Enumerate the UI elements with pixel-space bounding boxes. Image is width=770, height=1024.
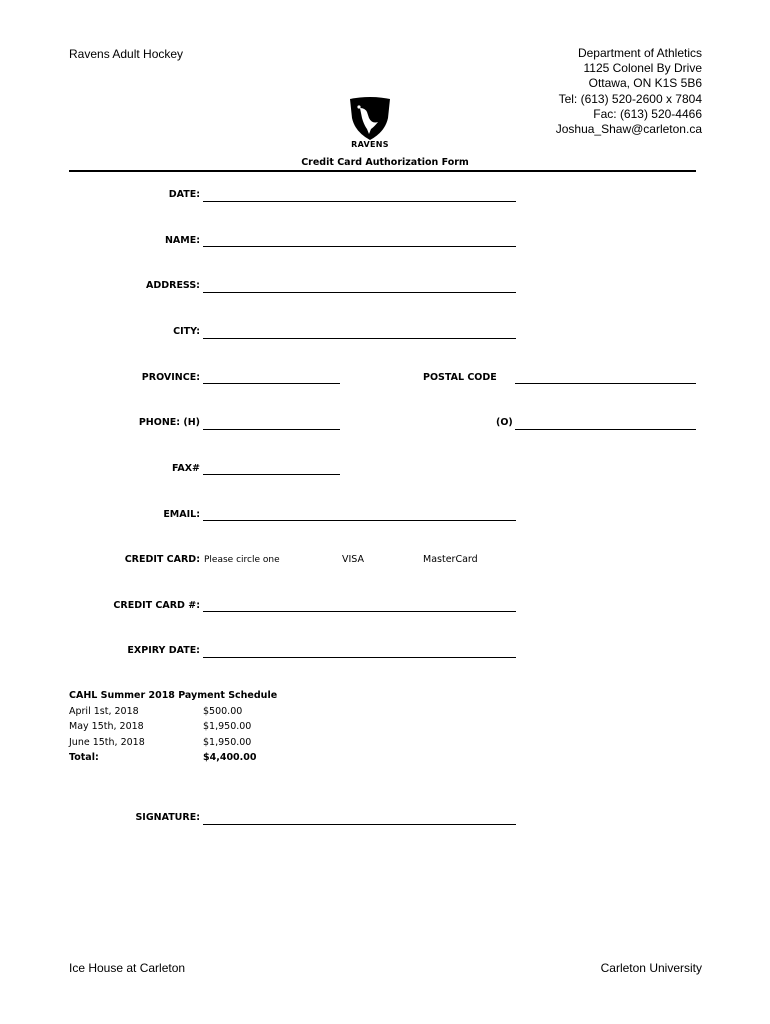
date-field[interactable] [203, 201, 516, 202]
visa-option[interactable]: VISA [342, 554, 365, 565]
schedule-row-date: April 1st, 2018 [69, 706, 139, 717]
schedule-total-label: Total: [69, 752, 99, 763]
address-label: ADDRESS: [146, 280, 200, 291]
footer-left: Ice House at Carleton [69, 961, 186, 975]
province-field[interactable] [203, 383, 340, 384]
city-line: Ottawa, ON K1S 5B6 [588, 76, 702, 91]
credit-card-number-label: CREDIT CARD #: [113, 600, 200, 611]
email-field[interactable] [203, 520, 516, 521]
postal-code-label: POSTAL CODE [423, 372, 497, 383]
schedule-row-date: June 15th, 2018 [69, 737, 145, 748]
phone-office-label: (O) [496, 417, 513, 428]
street-line: 1125 Colonel By Drive [583, 61, 702, 76]
phone-office-field[interactable] [515, 429, 696, 430]
form-title: Credit Card Authorization Form [301, 157, 469, 168]
province-label: PROVINCE: [141, 372, 200, 383]
city-field[interactable] [203, 338, 516, 339]
email-line: Joshua_Shaw@carleton.ca [555, 122, 702, 137]
schedule-total-amount: $4,400.00 [203, 752, 257, 763]
name-field[interactable] [203, 246, 516, 247]
logo-wordmark: RAVENS [351, 140, 389, 149]
phone-home-label: PHONE: (H) [138, 417, 200, 428]
schedule-row-date: May 15th, 2018 [69, 721, 144, 732]
credit-card-label: CREDIT CARD: [124, 554, 200, 565]
header-divider [69, 170, 696, 172]
address-field[interactable] [203, 292, 516, 293]
expiry-date-field[interactable] [203, 657, 516, 658]
phone-home-field[interactable] [203, 429, 340, 430]
schedule-row-amount: $500.00 [203, 706, 243, 717]
fax-field[interactable] [203, 474, 340, 475]
schedule-title: CAHL Summer 2018 Payment Schedule [69, 690, 278, 701]
date-label: DATE: [168, 189, 200, 200]
department-address [556, 46, 702, 137]
city-label: CITY: [173, 326, 200, 337]
fax-line: Fac: (613) 520-4466 [593, 106, 702, 121]
shield-icon [345, 96, 395, 142]
footer-right: Carleton University [600, 961, 702, 975]
telephone-line: Tel: (613) 520-2600 x 7804 [558, 91, 702, 106]
schedule-row-amount: $1,950.00 [203, 721, 252, 732]
credit-card-hint: Please circle one [204, 555, 280, 565]
organization-name: Ravens Adult Hockey [69, 47, 184, 61]
postal-code-field[interactable] [515, 383, 696, 384]
ravens-logo [345, 96, 395, 158]
signature-label: SIGNATURE: [135, 812, 200, 823]
expiry-date-label: EXPIRY DATE: [127, 645, 200, 656]
credit-card-number-field[interactable] [203, 611, 516, 612]
mastercard-option[interactable]: MasterCard [423, 554, 478, 565]
fax-label: FAX# [171, 463, 200, 474]
department-line: Department of Athletics [577, 46, 702, 60]
schedule-row-amount: $1,950.00 [203, 737, 252, 748]
name-label: NAME: [164, 235, 200, 246]
email-label: EMAIL: [163, 509, 200, 520]
signature-field[interactable] [203, 824, 516, 825]
